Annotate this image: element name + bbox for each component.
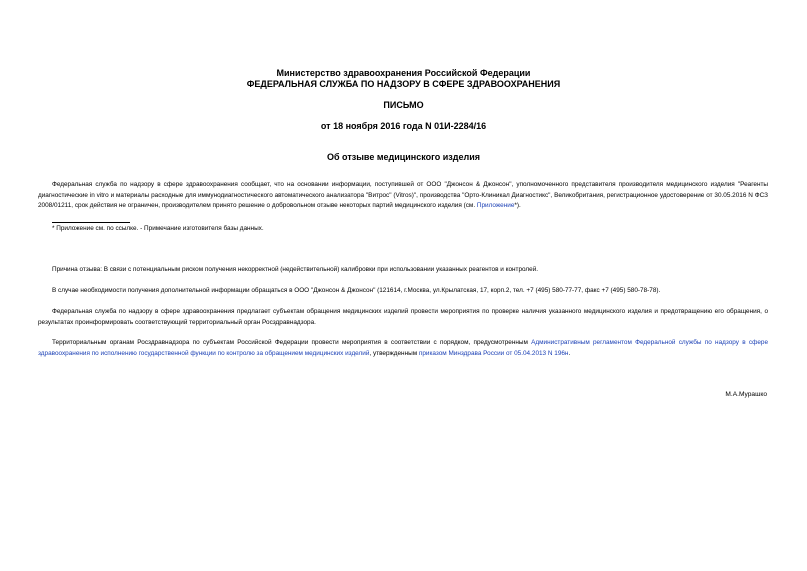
document-date-number: от 18 ноября 2016 года N 01И-2284/16 [320, 121, 487, 131]
paragraph-2-text: Причина отзыва: В связи с потенциальным риском получения некорректной (недействительной) калибровки при использовании указанных реагентов и контролей. [52, 266, 539, 273]
paragraph-3-text: В случае необходимости получения дополнительной информации обращаться в ООО "Джонсон & Джонсон" (121614, г.Москва, ул.Крылатская, 17, корп.2, тел. +7 (495) 580-77-77, факс +7 (495) 580-78-78). [52, 287, 661, 294]
service-name: ФЕДЕРАЛЬНАЯ СЛУЖБА ПО НАДЗОРУ В СФЕРЕ ЗДРАВООХРАНЕНИЯ [246, 79, 561, 89]
paragraph-2 [38, 265, 768, 276]
footnote: * Приложение см. по ссылке. - Примечание изготовителя базы данных. [52, 225, 264, 232]
paragraph-1-end: *). [514, 202, 521, 210]
ministry-name: Министерство здравоохранения Российской Федерации [276, 68, 531, 78]
document-type: ПИСЬМО [383, 100, 424, 110]
paragraph-5 [38, 338, 768, 359]
appendix-link[interactable]: Приложение [476, 202, 515, 210]
paragraph-5-start: Территориальным органам Росздравнадзора по субъектам Российской Федерации провести мероприятия в соответствии с порядком, предусмотренным [52, 339, 532, 346]
regulation-link[interactable]: Административным регламентом Федеральной службы по надзору в сфере здравоохранения по исполнению государственной функции по контролю за обращением медицинских изделий [38, 339, 768, 357]
footnote-divider [52, 222, 130, 223]
document-subject: Об отзыве медицинского изделия [327, 152, 480, 162]
paragraph-5-end: . [568, 349, 571, 357]
paragraph-4 [38, 307, 768, 328]
paragraph-5-mid: , утвержденным [369, 349, 419, 357]
paragraph-3 [38, 286, 768, 297]
order-link[interactable]: приказом Минздрава России от 05.04.2013 N 196н [418, 349, 569, 357]
paragraph-4-text: Федеральная служба по надзору в сфере здравоохранения предлагает субъектам обращения медицинских изделий провести мероприятия по проверке наличия указанного медицинского изделия и предотвращению его обращения, о результатах проинформировать соответствующий территориальный орган Росздравнадзора. [38, 308, 768, 326]
signature: М.А.Мурашко [725, 391, 767, 398]
paragraph-1 [38, 180, 768, 212]
paragraph-1-text: Федеральная служба по надзору в сфере здравоохранения сообщает, что на основании информации, поступившей от ООО "Джонсон & Джонсон", уполномоченного представителя производителя медицинского изделия "Реагенты диагностические in vitro и материалы расходные для иммунодиагностического автоматического анализатора "Витрос" (Vitros)", производства "Орто-Клиникал Диагностикс", Великобритания, регистрационное удостоверение от 30.05.2016 N ФСЗ 2008/01211, срок действия не ограничен, производителем принято решение о добровольном отзыве некоторых партий медицинского изделия (см. [38, 181, 768, 210]
